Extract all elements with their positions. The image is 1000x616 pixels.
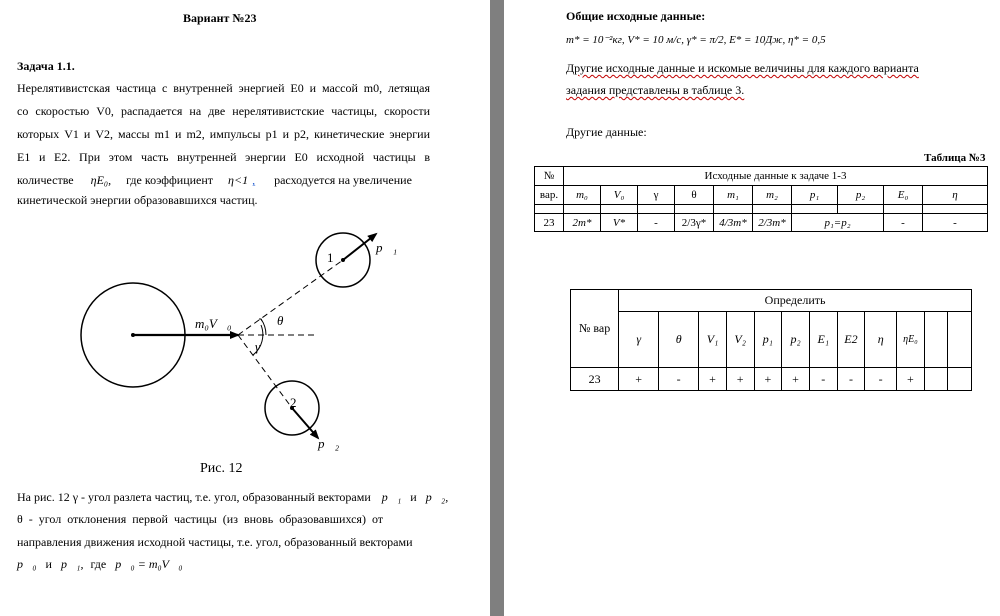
task-heading: Задача 1.1.	[17, 59, 75, 73]
para-line-2: со скоростью V0, распадается на две нерелятивистские частицы, скорости	[17, 104, 430, 118]
other-data-line-1: Другие исходные данные и искомые величины для каждого варианта	[566, 61, 919, 75]
figure-12	[60, 218, 410, 488]
line5-a: количестве	[17, 173, 74, 187]
t1-col-header: m₂	[753, 186, 792, 205]
t1-col-header: η	[923, 186, 988, 205]
right-page	[504, 0, 1000, 616]
line5-eta-lt-1: η<1 ,	[228, 173, 256, 187]
bottom-line-2: θ - угол отклонения первой частицы (из вновь образовавшихся) от	[17, 512, 384, 526]
t1-no-header: №	[535, 167, 564, 186]
t1-col-header: V₀	[601, 186, 638, 205]
p0-definition: p⃗₀ = m₀V⃗₀	[115, 557, 183, 571]
vector-p2: p⃗₂,	[425, 490, 449, 504]
source-data-table	[534, 166, 988, 232]
t2-col-header: η	[865, 312, 897, 368]
label-p1: p⃗₁	[376, 240, 398, 255]
t1-col-header: γ	[638, 186, 675, 205]
t2-col-header: E2	[837, 312, 865, 368]
line5-eta-e0: ηE₀,	[90, 173, 112, 187]
general-data-formula: m* = 10⁻²кг, V* = 10 м/с, γ* = π/2, E* = 10Дж, η* = 0,5	[566, 34, 826, 46]
line5-f: расходуется на увеличение	[274, 173, 412, 187]
t1-var-header: вар.	[535, 186, 564, 205]
general-data-heading: Общие исходные данные:	[566, 9, 706, 23]
t2-no-var-header: № вар	[571, 290, 619, 368]
label-gamma: γ	[255, 339, 261, 354]
t1-group-header: Исходные данные к задаче 1-3	[564, 167, 988, 186]
t1-col-header: θ	[675, 186, 714, 205]
para-line-6: кинетической энергии образовавшихся частиц.	[17, 193, 258, 207]
t1-col-header: p₂	[838, 186, 884, 205]
line5-c: где коэффициент	[126, 173, 214, 187]
table-title: Таблица №3	[924, 152, 986, 164]
determine-table	[570, 289, 972, 391]
figure-caption: Рис. 12	[200, 461, 243, 476]
t2-col-header	[924, 312, 948, 368]
bottom-line-1: На рис. 12 γ - угол разлета частиц, т.е. угол, образованный векторами p⃗₁ и p⃗₂,	[17, 490, 449, 504]
bottom-line-3: направления движения исходной частицы, т.е. угол, образованный векторами	[17, 535, 413, 549]
page-gutter	[490, 0, 504, 616]
other-data-label: Другие данные:	[566, 125, 647, 139]
table-row: 23 + - + + + + - - - +	[571, 368, 972, 391]
para-line-5	[17, 170, 430, 191]
t2-col-header: θ	[659, 312, 699, 368]
table-row: 23 2m* V* - 2/3γ* 4/3m* 2/3m* p₁=p₂ - -	[535, 214, 988, 232]
para-line-4: E1 и E2. При этом часть внутренней энергии E0 исходной частицы в	[17, 150, 430, 164]
vector-p1: p⃗₁	[381, 490, 402, 504]
other-data-line-2: задания представлены в таблице 3.	[566, 83, 745, 97]
para-line-1: Нерелятивистская частица с внутренней энергией E0 и массой m0, летящая	[17, 81, 430, 95]
t2-col-header: E₁	[809, 312, 837, 368]
label-1: 1	[327, 250, 334, 265]
bottom-line-4: p⃗₀ и p⃗₁, где p⃗₀ = m₀V⃗₀	[17, 557, 183, 571]
t2-col-header: V₁	[699, 312, 727, 368]
t2-col-header: ηE₀	[897, 312, 925, 368]
para-line-3: которых V1 и V2, массы m1 и m2, импульсы p1 и p2, кинетические энергии	[17, 127, 430, 141]
t2-col-header: V₂	[726, 312, 754, 368]
t1-col-header: m₀	[564, 186, 601, 205]
label-m0v0: m₀V⃗₀	[195, 316, 232, 331]
label-p2: p⃗₂	[318, 436, 340, 451]
label-theta: θ	[277, 313, 284, 328]
t2-col-header: γ	[619, 312, 659, 368]
t2-group-header: Определить	[619, 290, 972, 312]
t2-col-header	[948, 312, 972, 368]
t2-col-header: p₂	[782, 312, 810, 368]
t1-col-header: m₁	[714, 186, 753, 205]
t1-col-header: p₁	[792, 186, 838, 205]
variant-title: Вариант №23	[183, 11, 257, 25]
t2-col-header: p₁	[754, 312, 782, 368]
t1-col-header: E₀	[884, 186, 923, 205]
vector-p0: p⃗₀	[17, 557, 37, 571]
left-page	[0, 0, 490, 616]
label-2: 2	[290, 395, 297, 410]
